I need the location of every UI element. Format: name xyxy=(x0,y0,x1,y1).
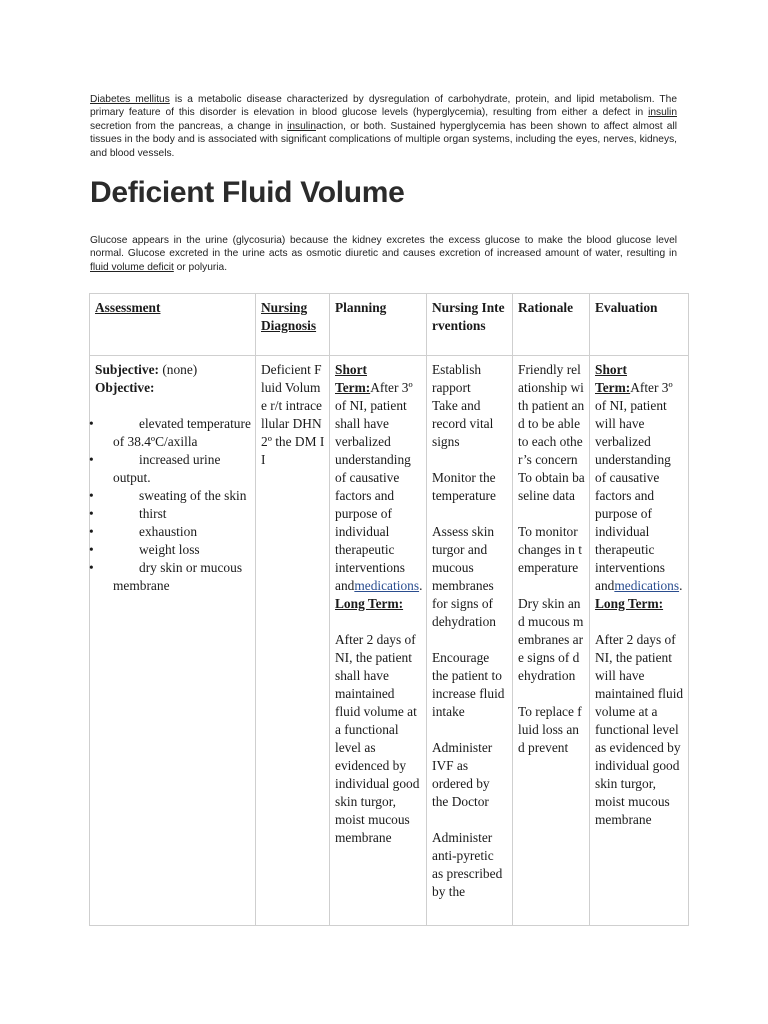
para-text-2: or polyuria. xyxy=(173,261,228,273)
planning-cell: Short Term:After 3º of NI, patient shall have verbalized understanding of causative factors and purpose of individual therapeutic interventions andmedications. Long Term: After 2 days of NI, the patient shall have maintained fluid volume at a functional level as evidenced by individual good skin turgor, moist mucous membrane xyxy=(330,356,427,926)
page-heading: Deficient Fluid Volume xyxy=(90,176,405,209)
subjective-value: (none) xyxy=(158,362,198,377)
header-nursing-diagnosis: Nursing Diagnosis xyxy=(256,294,330,356)
rationale-item: To obtain baseline data xyxy=(518,470,585,503)
table-header-row xyxy=(90,294,689,356)
rationale-item: To monitor changes in temperature xyxy=(518,524,582,575)
diabetes-mellitus-link[interactable]: Diabetes mellitus xyxy=(90,94,170,105)
glycosuria-paragraph xyxy=(90,234,677,274)
intervention-item: Administer IVF as ordered by the Doctor xyxy=(432,740,493,809)
rationale-cell xyxy=(513,356,590,926)
list-item: • thirst xyxy=(95,505,251,523)
intro-text-2: secretion from the pancreas, a change in xyxy=(90,120,288,132)
subjective-label: Subjective: xyxy=(95,362,159,377)
planning-long-term-label: Long Term: xyxy=(335,596,404,611)
table-row xyxy=(90,356,689,926)
list-item: • weight loss xyxy=(95,541,251,559)
fluid-volume-deficit-link[interactable]: fluid volume deficit xyxy=(90,261,174,273)
interventions-cell xyxy=(427,356,513,926)
evaluation-short-term-text: After 3º of NI, patient will have verbalized understanding of causative factors and purpose of individual therapeutic interventions and xyxy=(595,380,673,593)
insulin-link[interactable]: insulin xyxy=(648,107,677,119)
planning-short-term-text: After 3º of NI, patient shall have verbalized understanding of causative factors and purpose of individual therapeutic interventions and xyxy=(335,380,413,593)
insulin-action-link[interactable]: insulin xyxy=(287,120,316,132)
intervention-item: Establish rapport xyxy=(432,362,482,395)
assessment-cell xyxy=(90,356,256,926)
intervention-item: Administer anti-pyretic as prescribed by the xyxy=(432,830,503,899)
evaluation-long-term-label: Long Term: xyxy=(595,596,664,611)
evaluation-short-term-label: Short Term: xyxy=(595,362,631,395)
objective-label: Objective: xyxy=(95,380,155,395)
intro-paragraph xyxy=(90,93,677,160)
planning-short-term-label: Short Term: xyxy=(335,362,371,395)
nursing-care-plan-table xyxy=(89,293,689,926)
header-nursing-interventions: Nursing Interventions xyxy=(427,294,513,356)
list-item: • sweating of the skin xyxy=(95,487,251,505)
rationale-item: Dry skin and mucous membranes are signs of dehydration xyxy=(518,596,584,683)
evaluation-long-term-text: After 2 days of NI, the patient will have maintained fluid volume at a functional level as evidenced by individual good skin turgor, moist mucous membrane xyxy=(595,632,684,827)
diagnosis-cell: Deficient Fluid Volume r/t intracellular DHN 2º the DM II xyxy=(256,356,330,926)
header-rationale: Rationale xyxy=(513,294,590,356)
header-evaluation: Evaluation xyxy=(590,294,689,356)
list-item: • increased urine output. xyxy=(95,451,251,487)
rationale-item: To replace fluid loss and prevent xyxy=(518,704,582,755)
planning-medications-link[interactable]: medications xyxy=(354,578,420,593)
list-item: • exhaustion xyxy=(95,523,251,541)
para-text-1: Glucose appears in the urine (glycosuria) because the kidney excretes the excess glucose to make the blood glucose level normal. Glucose excreted in the urine acts as osmotic diuretic and causes excretion of increased amount of water, resulting in xyxy=(90,235,677,260)
intervention-item: Monitor the temperature xyxy=(432,470,496,503)
list-item: • elevated temperature of 38.4ºC/axilla xyxy=(95,415,251,451)
evaluation-medications-link[interactable]: medications xyxy=(614,578,680,593)
planning-long-term-text: After 2 days of NI, the patient shall have maintained fluid volume at a functional level as evidenced by individual good skin turgor, moist mucous membrane xyxy=(335,632,420,845)
objective-list xyxy=(95,415,251,595)
evaluation-cell: Short Term:After 3º of NI, patient will have verbalized understanding of causative factors and purpose of individual therapeutic interventions andmedications. Long Term: After 2 days of NI, the patient will have maintained fluid volume at a functional level as evidenced by individual good skin turgor, moist mucous membrane xyxy=(590,356,689,926)
header-assessment: Assessment xyxy=(90,294,256,356)
intro-text-1: is a metabolic disease characterized by dysregulation of carbohydrate, protein, and lipid metabolism. The primary feature of this disorder is elevation in blood glucose levels (hyperglycemia), resulting from either a defect in xyxy=(90,94,677,119)
rationale-item: Friendly relationship with patient and to be able to each other’s concern xyxy=(518,362,585,467)
intervention-item: Encourage the patient to increase fluid intake xyxy=(432,650,505,719)
intro-text-3: action, or both. Sustained hyperglycemia has been shown to affect almost all tissues in the body and is associated with significant complications of multiple organ systems, including the eyes, nerves, kidneys, and blood vessels. xyxy=(90,120,677,159)
intervention-item: Assess skin turgor and mucous membranes for signs of dehydration xyxy=(432,524,496,629)
intervention-item: Take and record vital signs xyxy=(432,398,494,449)
list-item: • dry skin or mucous membrane xyxy=(95,559,251,595)
header-planning: Planning xyxy=(330,294,427,356)
